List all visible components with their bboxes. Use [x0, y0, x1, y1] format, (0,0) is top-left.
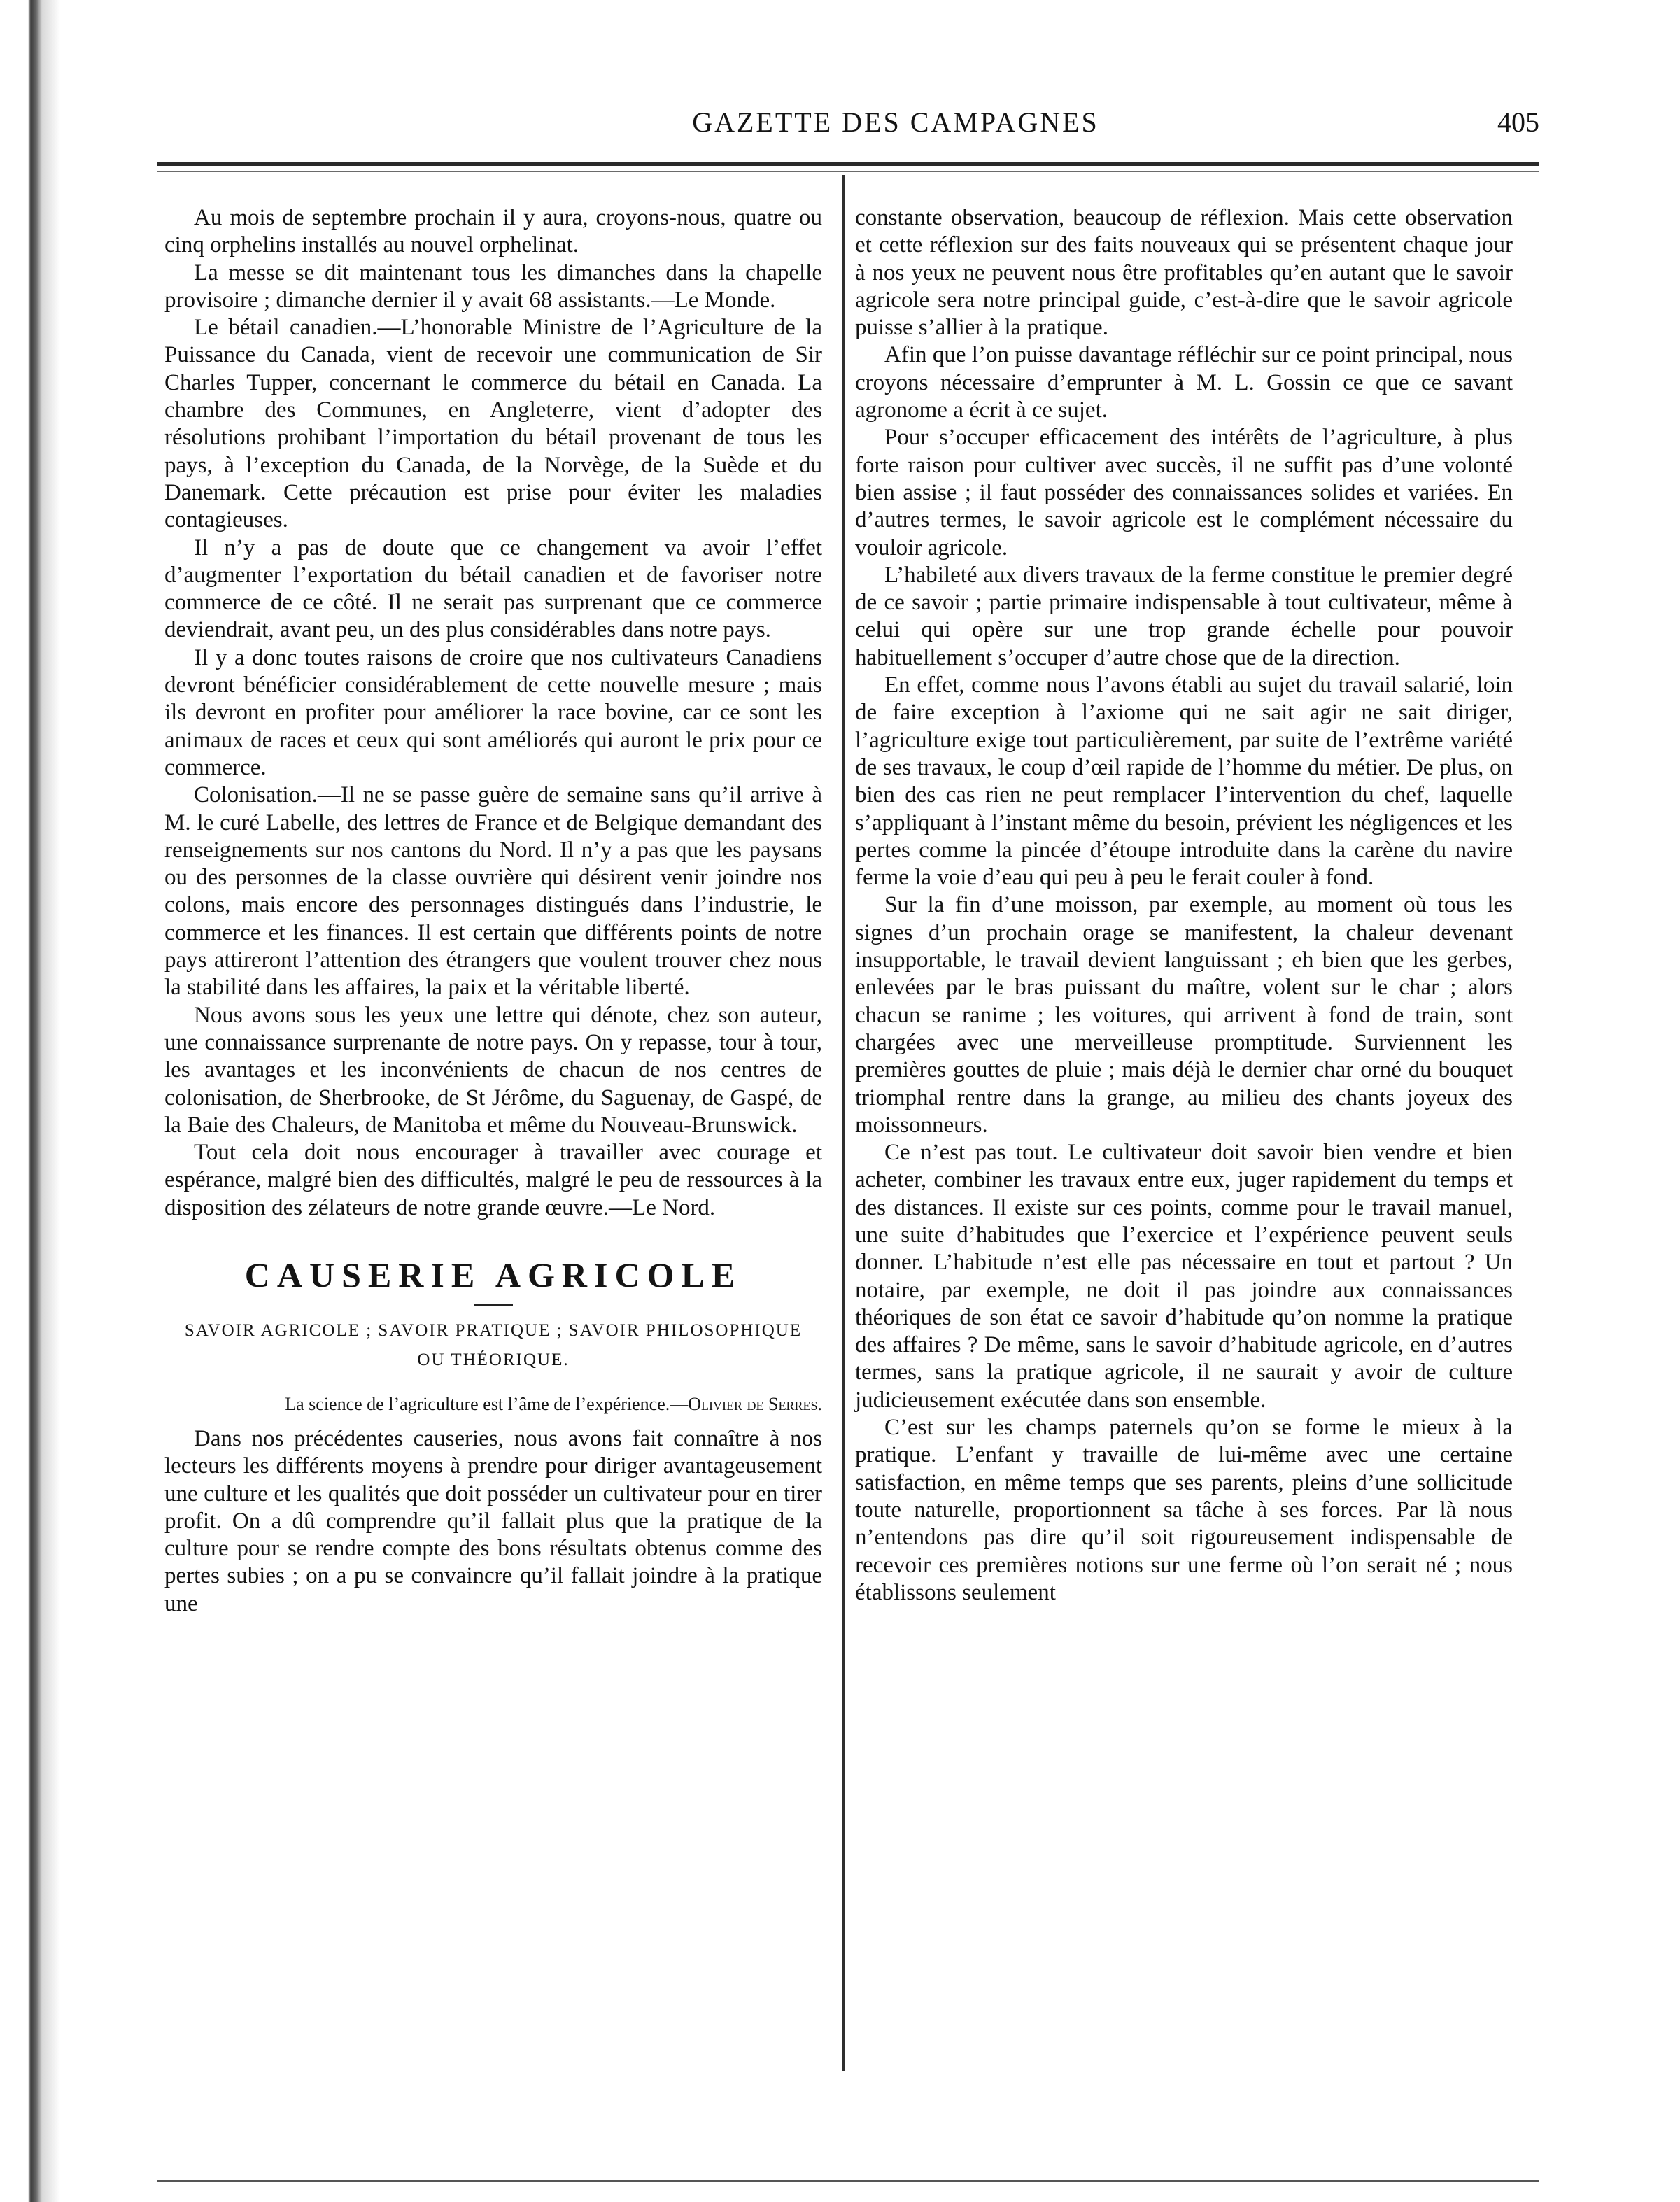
- paragraph: Ce n’est pas tout. Le cultivateur doit savoir bien vendre et bien acheter, combiner les travaux entre eux, juger rapidement du temps et des distances. Il existe sur ces points, comme pour le travail manuel, une suite d’habitudes que l’exercice et l’expérience peuvent seuls donner. L’habitude n’est elle pas nécessaire en tout et partout ? Un notaire, par exemple, ne doit il pas joindre aux connaissances théoriques de son état ce savoir d’habitude qu’on nomme la pratique des affaires ? De même, sans le savoir d’habitude agricole, en d’autres termes, sans la pratique agricole, il ne saurait y avoir de culture judicieusement exécutée dans son ensemble.: [855, 1140, 1513, 1413]
- page-binding-edge: [0, 0, 60, 2202]
- paragraph: Dans nos précédentes causeries, nous avons fait connaître à nos lecteurs les différents moyens à prendre pour diriger avantageusement une culture et les qualités que doit posséder un cultivateur pour en tirer profit. On a dû comprendre qu’il fallait plus que la pratique de la culture pour se rendre compte des bons résultats obtenus comme des pertes subies ; on a pu se convaincre qu’il fallait joindre à la pratique une: [164, 1425, 822, 1616]
- epigraph: [227, 1393, 822, 1416]
- paragraph: Au mois de septembre prochain il y aura, croyons-nous, quatre ou cinq orphelins installés au nouvel orphelinat.: [164, 205, 822, 258]
- page-header: [140, 105, 1539, 140]
- paragraph: Il n’y a pas de doute que ce changement va avoir l’effet d’augmenter l’exportation du bétail canadien et de favoriser notre commerce de ce côté. Il ne serait pas surprenant que ce commerce deviendrait, avant peu, un des plus considérables dans notre pays.: [164, 535, 822, 643]
- epigraph-text: La science de l’agriculture est l’âme de l’expérience.—: [285, 1393, 689, 1414]
- footer-rule: [157, 2180, 1539, 2182]
- section-subtitle: SAVOIR AGRICOLE ; SAVOIR PRATIQUE ; SAVOIR PHILOSOPHIQUE OU THÉORIQUE.: [184, 1320, 803, 1369]
- paragraph: L’habileté aux divers travaux de la ferme constitue le premier degré de ce savoir ; partie primaire indispensable à tout cultivateur, même à celui qui opère sur une trop grande échelle pour pouvoir habituellement s’occuper d’autre chose que de la direction.: [855, 562, 1513, 670]
- page-number: 405: [1497, 106, 1539, 138]
- header-rule-thin: [157, 171, 1539, 172]
- left-column: [164, 204, 822, 1618]
- column-divider: [842, 175, 845, 2071]
- paragraph: Il y a donc toutes raisons de croire que nos cultivateurs Canadiens devront bénéficier considérablement de cette nouvelle mesure ; mais ils devront en profiter pour améliorer la race bovine, car ce sont les animaux de races et ceux qui sont améliorés qui auront le prix pour ce commerce.: [164, 644, 822, 780]
- epigraph-author: Olivier de Serres.: [688, 1393, 822, 1414]
- running-title: GAZETTE DES CAMPAGNES: [692, 106, 1099, 138]
- paragraph: Sur la fin d’une moisson, par exemple, au moment où tous les signes d’un prochain orage se manifestent, la chaleur devenant insupportable, le travail devient languissant ; eh bien que les gerbes, enlevées par le bras puissant du maître, volent sur le char ; alors chacun se ranime ; les voitures, qui arrivent à fond de train, sont chargées avec une merveilleuse promptitude. Surviennent les premières gouttes de pluie ; mais déjà le dernier char orné du bouquet triomphal rentre dans la grange, au milieu des chants joyeux des moissonneurs.: [855, 892, 1513, 1138]
- section-rule: [474, 1304, 513, 1306]
- paragraph: Tout cela doit nous encourager à travailler avec courage et espérance, malgré bien des difficultés, malgré le peu de ressources à la disposition des zélateurs de notre grande œuvre.—Le Nord.: [164, 1140, 822, 1220]
- paragraph: Pour s’occuper efficacement des intérêts de l’agriculture, à plus forte raison pour cultiver avec succès, il ne suffit pas d’une volonté bien assise ; il faut posséder des connaissances solides et variées. En d’autres termes, le savoir agricole est le complément nécessaire du vouloir agricole.: [855, 425, 1513, 560]
- section-title: CAUSERIE AGRICOLE: [244, 1255, 742, 1294]
- paragraph: constante observation, beaucoup de réflexion. Mais cette observation et cette réflexion sur des faits nouveaux qui se présentent chaque jour à nos yeux ne peuvent nous être profitables qu’en autant que le savoir agricole sera notre principal guide, c’est-à-dire que le savoir agricole puisse s’allier à la pratique.: [855, 205, 1513, 341]
- paragraph: La messe se dit maintenant tous les dimanches dans la chapelle provisoire ; dimanche dernier il y avait 68 assistants.—Le Monde.: [164, 260, 822, 313]
- paragraph: Le bétail canadien.—L’honorable Ministre de l’Agriculture de la Puissance du Canada, vient de recevoir une communication de Sir Charles Tupper, concernant le commerce du bétail en Canada. La chambre des Communes, en Angleterre, vient d’adopter des résolutions prohibant l’importation du bétail provenant de tous les pays, à l’exception du Canada, de la Norvège, de la Suède et du Danemark. Cette précaution est prise pour éviter les maladies contagieuses.: [164, 315, 822, 533]
- paragraph: Nous avons sous les yeux une lettre qui dénote, chez son auteur, une connaissance surprenante de notre pays. On y repasse, tour à tour, les avantages et les inconvénients de chacun de nos centres de colonisation, de Sherbrooke, de St Jérôme, du Saguenay, de Gaspé, de la Baie des Chaleurs, de Manitoba et même du Nouveau-Brunswick.: [164, 1002, 822, 1138]
- right-column: [855, 204, 1513, 1607]
- header-rule: [157, 162, 1539, 166]
- paragraph: Colonisation.—Il ne se passe guère de semaine sans qu’il arrive à M. le curé Labelle, des lettres de France et de Belgique demandant des renseignements sur nos cantons du Nord. Il n’y a pas que les paysans ou des personnes de la classe ouvrière qui désirent venir joindre nos colons, mais encore des personnages distingués dans l’industrie, le commerce et les finances. Il est certain que différents points de notre pays attireront l’attention des étrangers que voulent trouver chez nous la stabilité dans les affaires, la paix et la véritable liberté.: [164, 782, 822, 1001]
- paragraph: C’est sur les champs paternels qu’on se forme le mieux à la pratique. L’enfant y travaille de lui-même avec une certaine satisfaction, en même temps que ses parents, pleins d’une sollicitude toute naturelle, proportionnent sa tâche à ses forces. Par là nous n’entendons pas dire qu’il soit rigoureusement indispensable de recevoir ces premières notions sur une ferme où l’on serait né ; nous établissons seulement: [855, 1415, 1513, 1605]
- paragraph: En effet, comme nous l’avons établi au sujet du travail salarié, loin de faire exception à l’axiome qui ne sait agir ne sait diriger, l’agriculture exige tout particulièrement, par suite de l’extrême variété de ses travaux, le coup d’œil rapide de l’homme du métier. De plus, on bien des cas rien ne peut remplacer l’intervention du chef, laquelle s’appliquant à l’instant même du besoin, prévient les négligences et les pertes comme la pincée d’étoupe introduite dans la carène du navire ferme la voie d’eau qui peu à peu le ferait couler à fond.: [855, 672, 1513, 891]
- paragraph: Afin que l’on puisse davantage réfléchir sur ce point principal, nous croyons nécessaire d’emprunter à M. L. Gossin ce que ce savant agronome a écrit à ce sujet.: [855, 342, 1513, 423]
